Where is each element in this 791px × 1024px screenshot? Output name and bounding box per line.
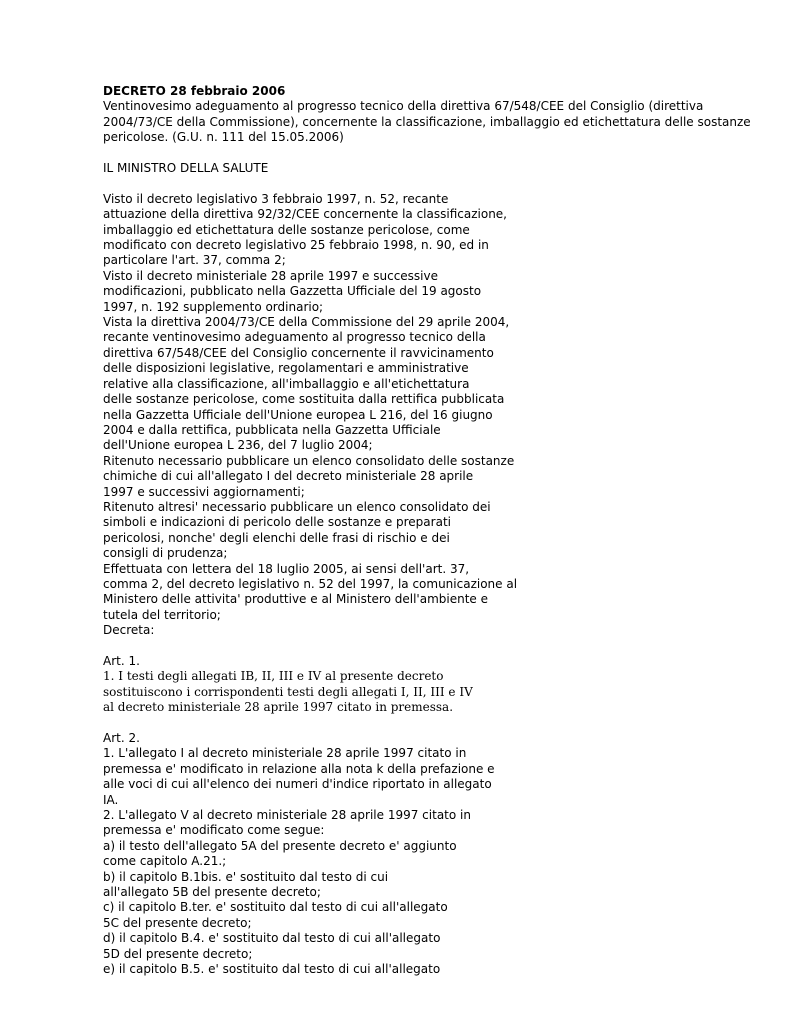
preamble-line: Ritenuto altresi' necessario pubblicare un elenco consolidato dei [103, 499, 491, 514]
preamble-line: Ministero delle attivita' produttive e al Ministero dell'ambiente e [103, 592, 488, 607]
preamble-line: recante ventinovesimo adeguamento al progresso tecnico della [103, 330, 486, 345]
preamble-line: imballaggio ed etichettatura delle sostanze pericolose, come [103, 222, 470, 237]
subtitle-line: 2004/73/CE della Commissione), concernente la classificazione, imballaggio ed etichettatura delle sostanze [103, 114, 751, 129]
preamble-line: Ritenuto necessario pubblicare un elenco consolidato delle sostanze [103, 453, 515, 468]
preamble-line: dell'Unione europea L 236, del 7 luglio 2004; [103, 438, 373, 453]
subtitle-line: Ventinovesimo adeguamento al progresso tecnico della direttiva 67/548/CEE del Consiglio (direttiva [103, 99, 704, 114]
article-line: 5D del presente decreto; [103, 946, 253, 961]
preamble-line: simboli e indicazioni di pericolo delle sostanze e preparati [103, 515, 451, 530]
preamble-line: delle sostanze pericolose, come sostituita dalla rettifica pubblicata [103, 392, 505, 407]
article-2 [103, 731, 703, 978]
article-heading: Art. 1. [103, 653, 140, 668]
preamble-line: direttiva 67/548/CEE del Consiglio concernente il ravvicinamento [103, 345, 494, 360]
preamble-line: nella Gazzetta Ufficiale dell'Unione europea L 216, del 16 giugno [103, 407, 493, 422]
preamble-line: pericolosi, nonche' degli elenchi delle frasi di rischio e dei [103, 530, 450, 545]
preamble-line: 2004 e dalla rettifica, pubblicata nella Gazzetta Ufficiale [103, 422, 441, 437]
preamble-line: particolare l'art. 37, comma 2; [103, 253, 286, 268]
article-line: c) il capitolo B.ter. e' sostituito dal testo di cui all'allegato [103, 900, 448, 915]
article-line: 2. L'allegato V al decreto ministeriale 28 aprile 1997 citato in [103, 808, 471, 823]
preamble-line: Visto il decreto ministeriale 28 aprile 1997 e successive [103, 268, 439, 283]
preamble-line: chimiche di cui all'allegato I del decreto ministeriale 28 aprile [103, 469, 474, 484]
article-line: a) il testo dell'allegato 5A del presente decreto e' aggiunto [103, 838, 457, 853]
article-line: b) il capitolo B.1bis. e' sostituito dal testo di cui [103, 869, 389, 884]
preamble [103, 192, 703, 639]
article-line: come capitolo A.21.; [103, 854, 227, 869]
preamble-line: comma 2, del decreto legislativo n. 52 del 1997, la comunicazione al [103, 576, 518, 591]
decreta-line: Decreta: [103, 623, 155, 638]
article-line: premessa e' modificato in relazione alla nota k della prefazione e [103, 761, 495, 776]
preamble-line: Vista la direttiva 2004/73/CE della Commissione del 29 aprile 2004, [103, 315, 510, 330]
decree-subtitle [103, 99, 751, 145]
article-line: sostituiscono i corrispondenti testi degli allegati I, II, III e IV [103, 684, 473, 699]
article-line: premessa e' modificato come segue: [103, 823, 325, 838]
preamble-line: tutela del territorio; [103, 607, 221, 622]
preamble-line: delle disposizioni legislative, regolamentari e amministrative [103, 361, 469, 376]
subtitle-line: pericolose. (G.U. n. 111 del 15.05.2006) [103, 130, 344, 145]
article-line: e) il capitolo B.5. e' sostituito dal testo di cui all'allegato [103, 962, 441, 977]
article-1 [103, 654, 703, 716]
article-heading: Art. 2. [103, 731, 140, 745]
preamble-line: relative alla classificazione, all'imballaggio e all'etichettatura [103, 376, 470, 391]
article-line: alle voci di cui all'elenco dei numeri d'indice riportato in allegato [103, 777, 492, 792]
article-line: d) il capitolo B.4. e' sostituito dal testo di cui all'allegato [103, 931, 441, 946]
article-line: 5C del presente decreto; [103, 915, 252, 930]
preamble-line: Effettuata con lettera del 18 luglio 2005, ai sensi dell'art. 37, [103, 561, 470, 576]
preamble-line: 1997 e successivi aggiornamenti; [103, 484, 305, 499]
article-line: 1. I testi degli allegati IB, II, III e IV al presente decreto [103, 669, 444, 684]
article-line: 1. L'allegato I al decreto ministeriale 28 aprile 1997 citato in [103, 746, 467, 761]
article-line: all'allegato 5B del presente decreto; [103, 885, 321, 900]
preamble-line: Visto il decreto legislativo 3 febbraio 1997, n. 52, recante [103, 191, 449, 206]
preamble-line: 1997, n. 192 supplemento ordinario; [103, 299, 324, 314]
preamble-line: modificazioni, pubblicato nella Gazzetta Ufficiale del 19 agosto [103, 284, 482, 299]
document-page [103, 84, 751, 978]
authority-heading: IL MINISTRO DELLA SALUTE [103, 161, 269, 176]
preamble-line: modificato con decreto legislativo 25 febbraio 1998, n. 90, ed in [103, 238, 489, 253]
preamble-line: consigli di prudenza; [103, 546, 228, 561]
preamble-line: attuazione della direttiva 92/32/CEE concernente la classificazione, [103, 207, 507, 222]
article-line: IA. [103, 792, 119, 807]
decree-title: DECRETO 28 febbraio 2006 [103, 84, 286, 98]
article-line: al decreto ministeriale 28 aprile 1997 citato in premessa. [103, 700, 454, 715]
